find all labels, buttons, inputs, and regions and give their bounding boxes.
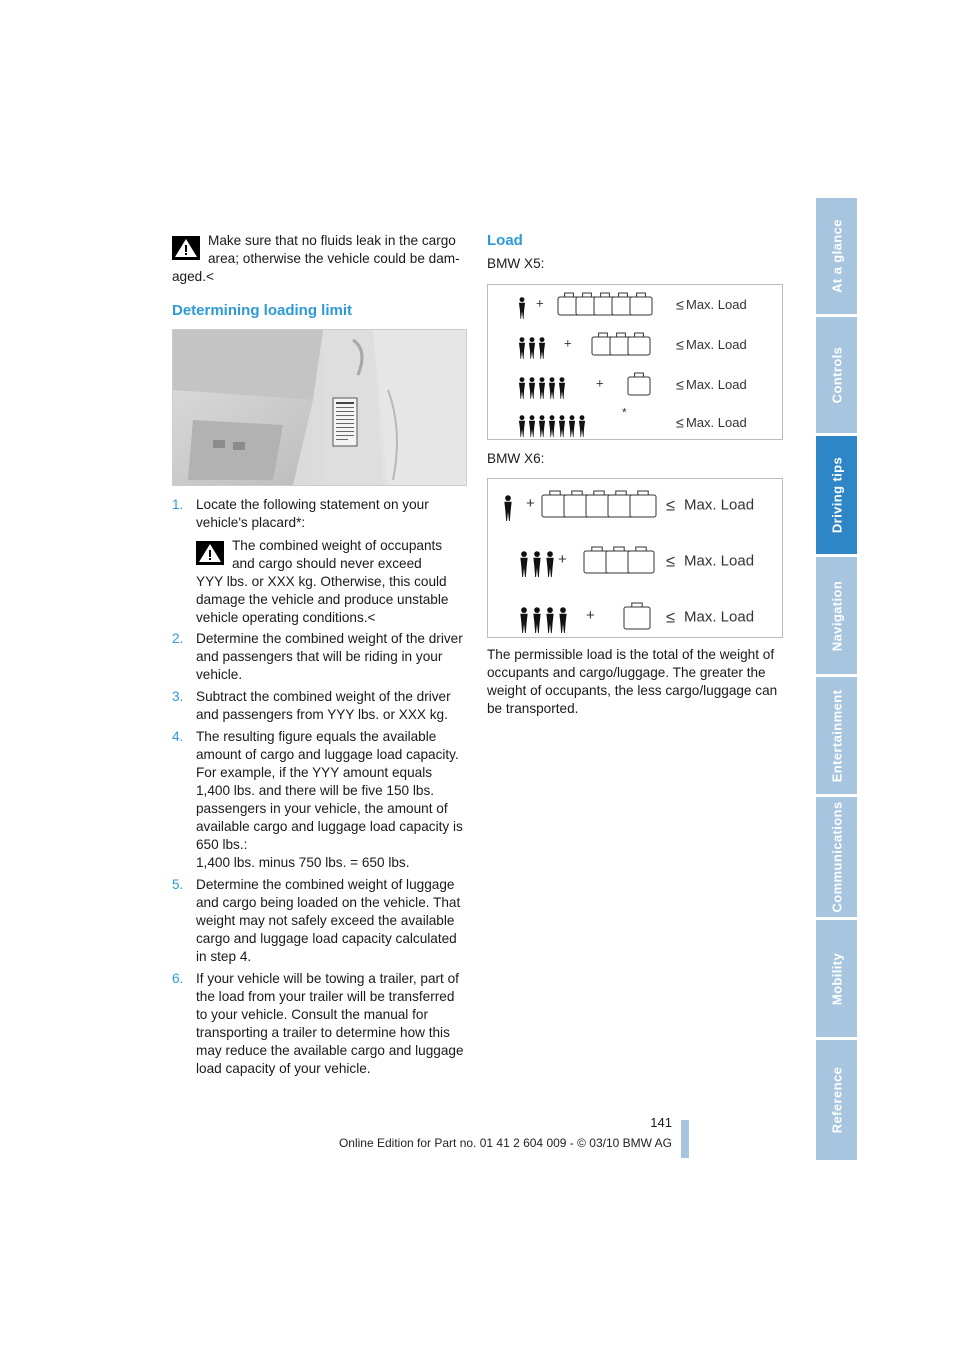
placard-warning-line-2: and cargo should never exceed xyxy=(232,556,422,571)
person-icon xyxy=(519,415,525,437)
tab-communications[interactable]: Communications xyxy=(816,797,857,917)
warning-line-2: area; otherwise the vehicle could be dam- xyxy=(208,251,460,266)
max-load-label: Max. Load xyxy=(686,296,747,312)
placard-warning-rest: YYY lbs. or XXX kg. Otherwise, this could damage the vehicle and produce unstable vehicle operating conditions.< xyxy=(196,574,449,625)
person-icon xyxy=(539,377,545,399)
plus-sign: + xyxy=(558,550,567,568)
person-icon xyxy=(569,415,575,437)
max-load-label: Max. Load xyxy=(684,552,755,570)
plus-sign: + xyxy=(526,494,535,512)
warning-line-3: aged.< xyxy=(172,269,214,284)
less-equal-sign: ≤ xyxy=(666,608,676,627)
person-icon xyxy=(533,607,540,633)
person-icon xyxy=(519,337,525,359)
suitcase-icon xyxy=(628,333,650,355)
person-icon xyxy=(520,551,527,577)
person-icon xyxy=(559,377,565,399)
person-icon xyxy=(533,551,540,577)
person-icon xyxy=(546,551,553,577)
edition-footer: Online Edition for Part no. 01 41 2 604 009 - © 03/10 BMW AG xyxy=(338,1136,672,1150)
person-icon xyxy=(549,377,555,399)
person-icon xyxy=(529,337,535,359)
person-icon xyxy=(559,607,566,633)
person-icon xyxy=(520,607,527,633)
person-icon xyxy=(519,377,525,399)
plus-sign: + xyxy=(586,606,595,624)
section-heading-load: Load xyxy=(487,232,523,249)
placard-warning-line-1: The combined weight of occupants xyxy=(232,538,443,553)
tab-entertainment[interactable]: Entertainment xyxy=(816,677,857,794)
person-icon xyxy=(546,607,553,633)
tab-reference[interactable]: Reference xyxy=(816,1040,857,1160)
suitcase-icon xyxy=(628,547,654,573)
page-marker-bar xyxy=(681,1120,689,1158)
section-heading-loading-limit: Determining loading limit xyxy=(172,302,353,319)
asterisk: * xyxy=(622,406,627,420)
person-icon xyxy=(579,415,585,437)
person-icon xyxy=(504,495,511,521)
suitcase-icon xyxy=(630,293,652,315)
plus-sign: + xyxy=(564,335,572,351)
plus-sign: + xyxy=(596,375,604,391)
less-equal-sign: ≤ xyxy=(666,496,676,515)
less-equal-sign: ≤ xyxy=(676,297,684,314)
tab-mobility[interactable]: Mobility xyxy=(816,920,857,1037)
warning-line-1: Make sure that no fluids leak in the cargo xyxy=(208,233,456,248)
tab-controls[interactable]: Controls xyxy=(816,317,857,433)
less-equal-sign: ≤ xyxy=(666,552,676,571)
bmw-x6-label: BMW X6: xyxy=(487,451,545,466)
suitcase-icon xyxy=(624,603,650,629)
less-equal-sign: ≤ xyxy=(676,377,684,394)
placard-photo xyxy=(172,329,467,486)
person-icon xyxy=(529,377,535,399)
warning-icon xyxy=(196,541,224,565)
max-load-label: Max. Load xyxy=(684,496,755,514)
suitcase-icon xyxy=(628,373,650,395)
tab-at-a-glance[interactable]: At a glance xyxy=(816,198,857,314)
max-load-label: Max. Load xyxy=(686,336,747,352)
person-icon xyxy=(549,415,555,437)
person-icon xyxy=(559,415,565,437)
x5-load-figure xyxy=(487,284,783,440)
max-load-label: Max. Load xyxy=(686,414,747,430)
tab-navigation[interactable]: Navigation xyxy=(816,557,857,674)
load-paragraph: The permissible load is the total of the weight of occupants and cargo/luggage. The greater the weight of occupants, the less cargo/luggage can be transported. xyxy=(487,647,778,716)
less-equal-sign: ≤ xyxy=(676,415,684,432)
person-icon xyxy=(539,337,545,359)
less-equal-sign: ≤ xyxy=(676,337,684,354)
example-calculation: 1,400 lbs. minus 750 lbs. = 650 lbs. xyxy=(196,855,410,870)
x6-load-figure xyxy=(487,478,783,638)
plus-sign: + xyxy=(536,295,544,311)
max-load-label: Max. Load xyxy=(686,376,747,392)
person-icon xyxy=(519,297,525,319)
person-icon xyxy=(529,415,535,437)
page-number: 141 xyxy=(650,1115,672,1130)
suitcase-icon xyxy=(630,491,656,517)
bmw-x5-label: BMW X5: xyxy=(487,256,545,271)
load-figure-svg xyxy=(488,479,782,637)
load-figure-svg xyxy=(488,285,782,439)
tab-driving-tips[interactable]: Driving tips xyxy=(816,436,857,554)
max-load-label: Max. Load xyxy=(684,608,755,626)
warning-icon xyxy=(172,236,200,260)
person-icon xyxy=(539,415,545,437)
